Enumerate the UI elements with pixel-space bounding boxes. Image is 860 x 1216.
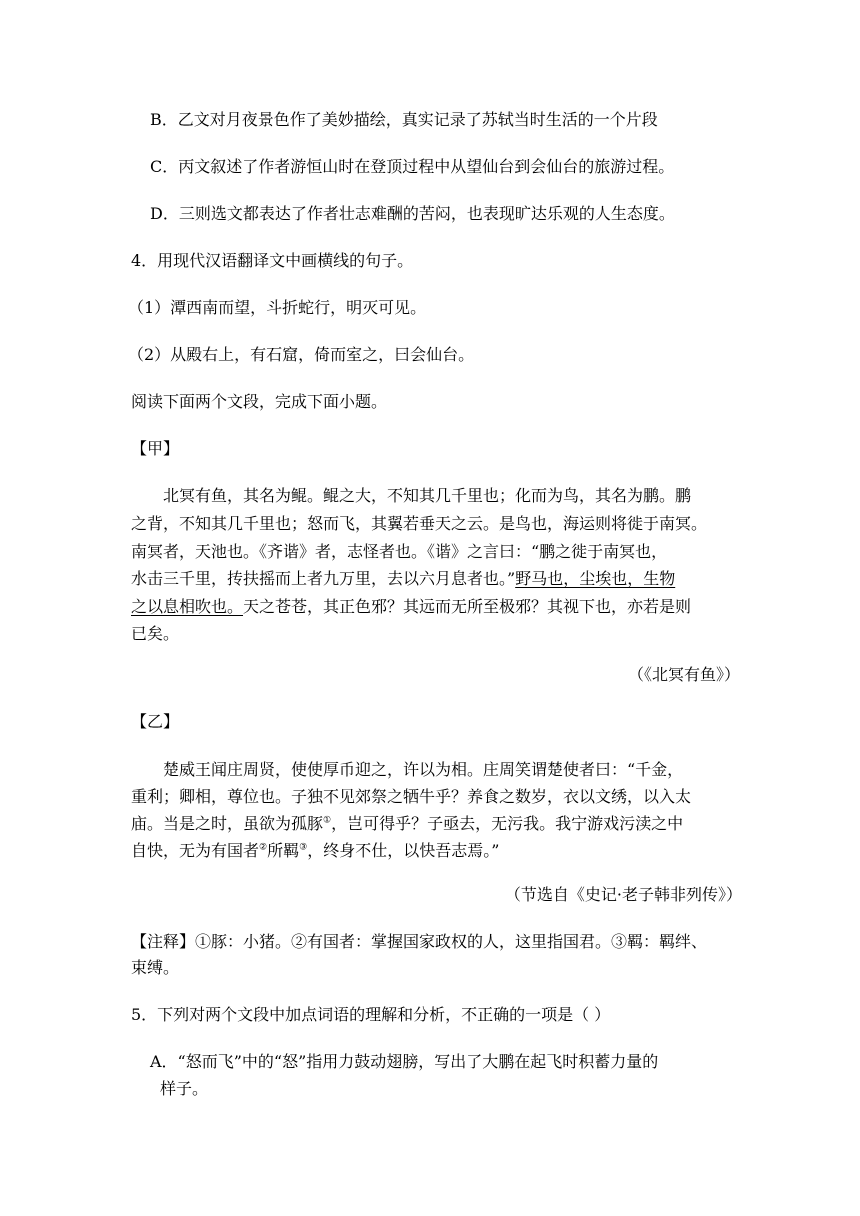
- passage-yi-line: [131, 841, 499, 861]
- question-5: 5．下列对两个文段中加点词语的理解和分析，不正确的一项是（ ）: [131, 1005, 611, 1024]
- reading-instruction: 阅读下面两个文段，完成下面小题。: [131, 392, 388, 411]
- question-4: 4．用现代汉语翻译文中画横线的句子。: [131, 251, 414, 270]
- note-marker-3: ③: [299, 842, 308, 853]
- passage-yi-line: 楚威王闻庄周贤，使使厚币迎之，许以为相。庄周笑谓楚使者曰：“千金，: [163, 760, 684, 779]
- passage-yi-text: ，终身不仕，以快吾志焉。”: [307, 841, 500, 860]
- passage-jia-text: 水击三千里，抟扶摇而上者九万里，去以六月息者也。”: [131, 569, 516, 588]
- passage-yi-label: 【乙】: [131, 712, 180, 731]
- passage-jia-source: （《北冥有鱼》）: [627, 665, 740, 684]
- passage-jia-text: 天之苍苍，其正色邪？其远而无所至极邪？其视下也，亦若是则: [243, 597, 692, 616]
- underlined-sentence: 野马也，尘埃也，生物: [515, 569, 676, 588]
- passage-jia-line: 之背，不知其几千里也；怒而飞，其翼若垂天之云。是鸟也，海运则将徙于南冥。: [131, 514, 708, 533]
- option-c: C．丙文叙述了作者游恒山时在登顶过程中从望仙台到会仙台的旅游过程。: [150, 157, 675, 176]
- question-4-sentence-1: （1）潭西南而望，斗折蛇行，明灭可见。: [128, 298, 427, 317]
- notes-line: 束缚。: [131, 958, 180, 977]
- passage-jia-line: [131, 597, 691, 617]
- passage-yi-text: 所羁: [267, 841, 300, 860]
- passage-jia-label: 【甲】: [131, 439, 180, 458]
- passage-jia-line: [131, 569, 675, 589]
- passage-yi-text: 庙。当是之时，虽欲为孤豚: [131, 814, 324, 833]
- passage-jia-line: 南冥者，天池也。《齐谐》者，志怪者也。《谐》之言曰：“鹏之徙于南冥也，: [131, 542, 668, 561]
- passage-yi-text: ，岂可得乎？子亟去，无污我。我宁游戏污渎之中: [331, 814, 684, 833]
- option-a-line: A．“怒而飞”中的“怒”指用力鼓动翅膀，写出了大鹏在起飞时积蓄力量的: [150, 1052, 659, 1071]
- underlined-sentence: 之以息相吹也。: [131, 597, 244, 616]
- passage-yi-text: 自快，无为有国者: [131, 841, 260, 860]
- passage-yi-source: （节选自《史记·老子韩非列传》）: [504, 885, 742, 904]
- passage-jia-line: 北冥有鱼，其名为鲲。鲲之大，不知其几千里也；化而为鸟，其名为鹏。鹏: [163, 486, 692, 505]
- passage-yi-line: 重利；卿相，尊位也。子独不见郊祭之牺牛乎？养食之数岁，衣以文绣，以入太: [131, 787, 692, 806]
- notes-line: 【注释】①豚：小猪。②有国者：掌握国家政权的人，这里指国君。③羁：羁绊、: [131, 932, 708, 951]
- option-a-line: 样子。: [160, 1079, 209, 1098]
- option-d: D．三则选文都表达了作者壮志难酬的苦闷，也表现旷达乐观的人生态度。: [150, 204, 675, 223]
- note-marker-2: ②: [259, 842, 268, 853]
- option-b: B．乙文对月夜景色作了美妙描绘，真实记录了苏轼当时生活的一个片段: [150, 110, 658, 129]
- passage-jia-line: 已矣。: [131, 624, 180, 643]
- note-marker-1: ①: [323, 815, 332, 826]
- question-4-sentence-2: （2）从殿右上，有石窟，倚而室之，曰会仙台。: [128, 345, 475, 364]
- passage-yi-line: [131, 814, 683, 834]
